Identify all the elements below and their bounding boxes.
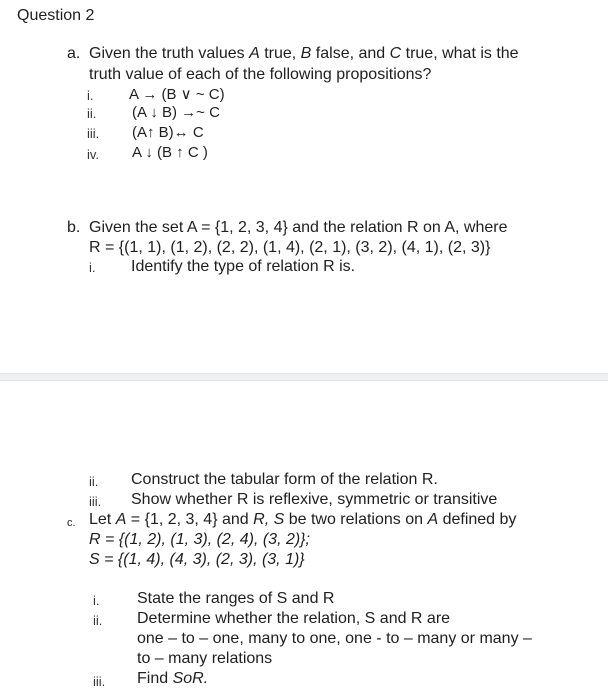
var-c: C [389, 45, 402, 62]
item-b-iii-num: iii. [89, 494, 102, 509]
sor-text: SoR. [172, 670, 209, 687]
part-c-line2: R = {(1, 2), (1, 3), (2, 4), (3, 2)}; [89, 531, 310, 548]
item-c-iii-num: iii. [93, 674, 106, 689]
page-divider [0, 373, 608, 381]
part-b-letter: b. [67, 219, 81, 236]
item-a-ii-num: ii. [87, 106, 97, 121]
item-c-i-text: State the ranges of S and R [137, 590, 335, 607]
question-title: Question 2 [17, 7, 95, 24]
intro-text-2: true, [259, 45, 301, 62]
var-b: B [300, 45, 312, 62]
item-c-i-num: i. [93, 593, 100, 608]
var-rs: R, S [253, 511, 285, 528]
find-text: Find [137, 670, 173, 687]
part-c-letter: c. [67, 517, 76, 529]
part-a-intro-line1 [89, 44, 519, 64]
item-b-ii-num: ii. [89, 474, 99, 489]
item-a-iv-text: A ↓ (B ↑ C ) [132, 144, 208, 161]
part-a-letter: a. [67, 45, 81, 62]
item-c-ii-text-cont2: to – many relations [137, 650, 273, 667]
item-a-iii-num: iii. [87, 126, 100, 141]
item-a-i-num: i. [87, 88, 94, 103]
item-b-i-text: Identify the type of relation R is. [131, 258, 356, 275]
var-a: A [249, 45, 260, 62]
item-a-i-text: A → (B ∨ ~ C) [129, 86, 225, 103]
c-text-2: = {1, 2, 3, 4} and [126, 511, 254, 528]
var-a: A [115, 511, 127, 528]
intro-text-1: Given the truth values [89, 45, 250, 62]
c-text-3: be two relations on [284, 511, 428, 528]
part-b-line2: R = {(1, 1), (1, 2), (2, 2), (1, 4), (2, 1), (3, 2), (4, 1), (2, 3)} [89, 239, 491, 256]
item-a-iv-num: iv. [87, 147, 100, 162]
intro-text-4: true, what is the [401, 45, 519, 62]
part-c-line3: S = {(1, 4), (4, 3), (2, 3), (3, 1)} [89, 551, 305, 568]
intro-text-3: false, and [311, 45, 390, 62]
item-c-ii-text-cont1: one – to – one, many to one, one - to – many or many – [137, 630, 532, 647]
item-b-ii-text: Construct the tabular form of the relation R. [131, 471, 438, 488]
item-c-ii-num: ii. [93, 613, 103, 628]
part-c-line1 [89, 510, 516, 530]
item-c-iii-text [137, 669, 208, 689]
item-b-iii-text: Show whether R is reflexive, symmetric or transitive [131, 491, 498, 508]
c-text-1: Let [89, 511, 116, 528]
item-a-iii-text: (A↑ B)↔ C [132, 124, 204, 141]
part-a-intro-line2: truth value of each of the following propositions? [89, 66, 432, 83]
part-b-line1: Given the set A = {1, 2, 3, 4} and the relation R on A, where [89, 219, 508, 236]
c-text-4: defined by [438, 511, 517, 528]
item-b-i-num: i. [89, 260, 96, 275]
var-a: A [427, 511, 439, 528]
item-a-ii-text: (A ↓ B) →~ C [132, 104, 220, 121]
item-c-ii-text: Determine whether the relation, S and R are [137, 610, 451, 627]
